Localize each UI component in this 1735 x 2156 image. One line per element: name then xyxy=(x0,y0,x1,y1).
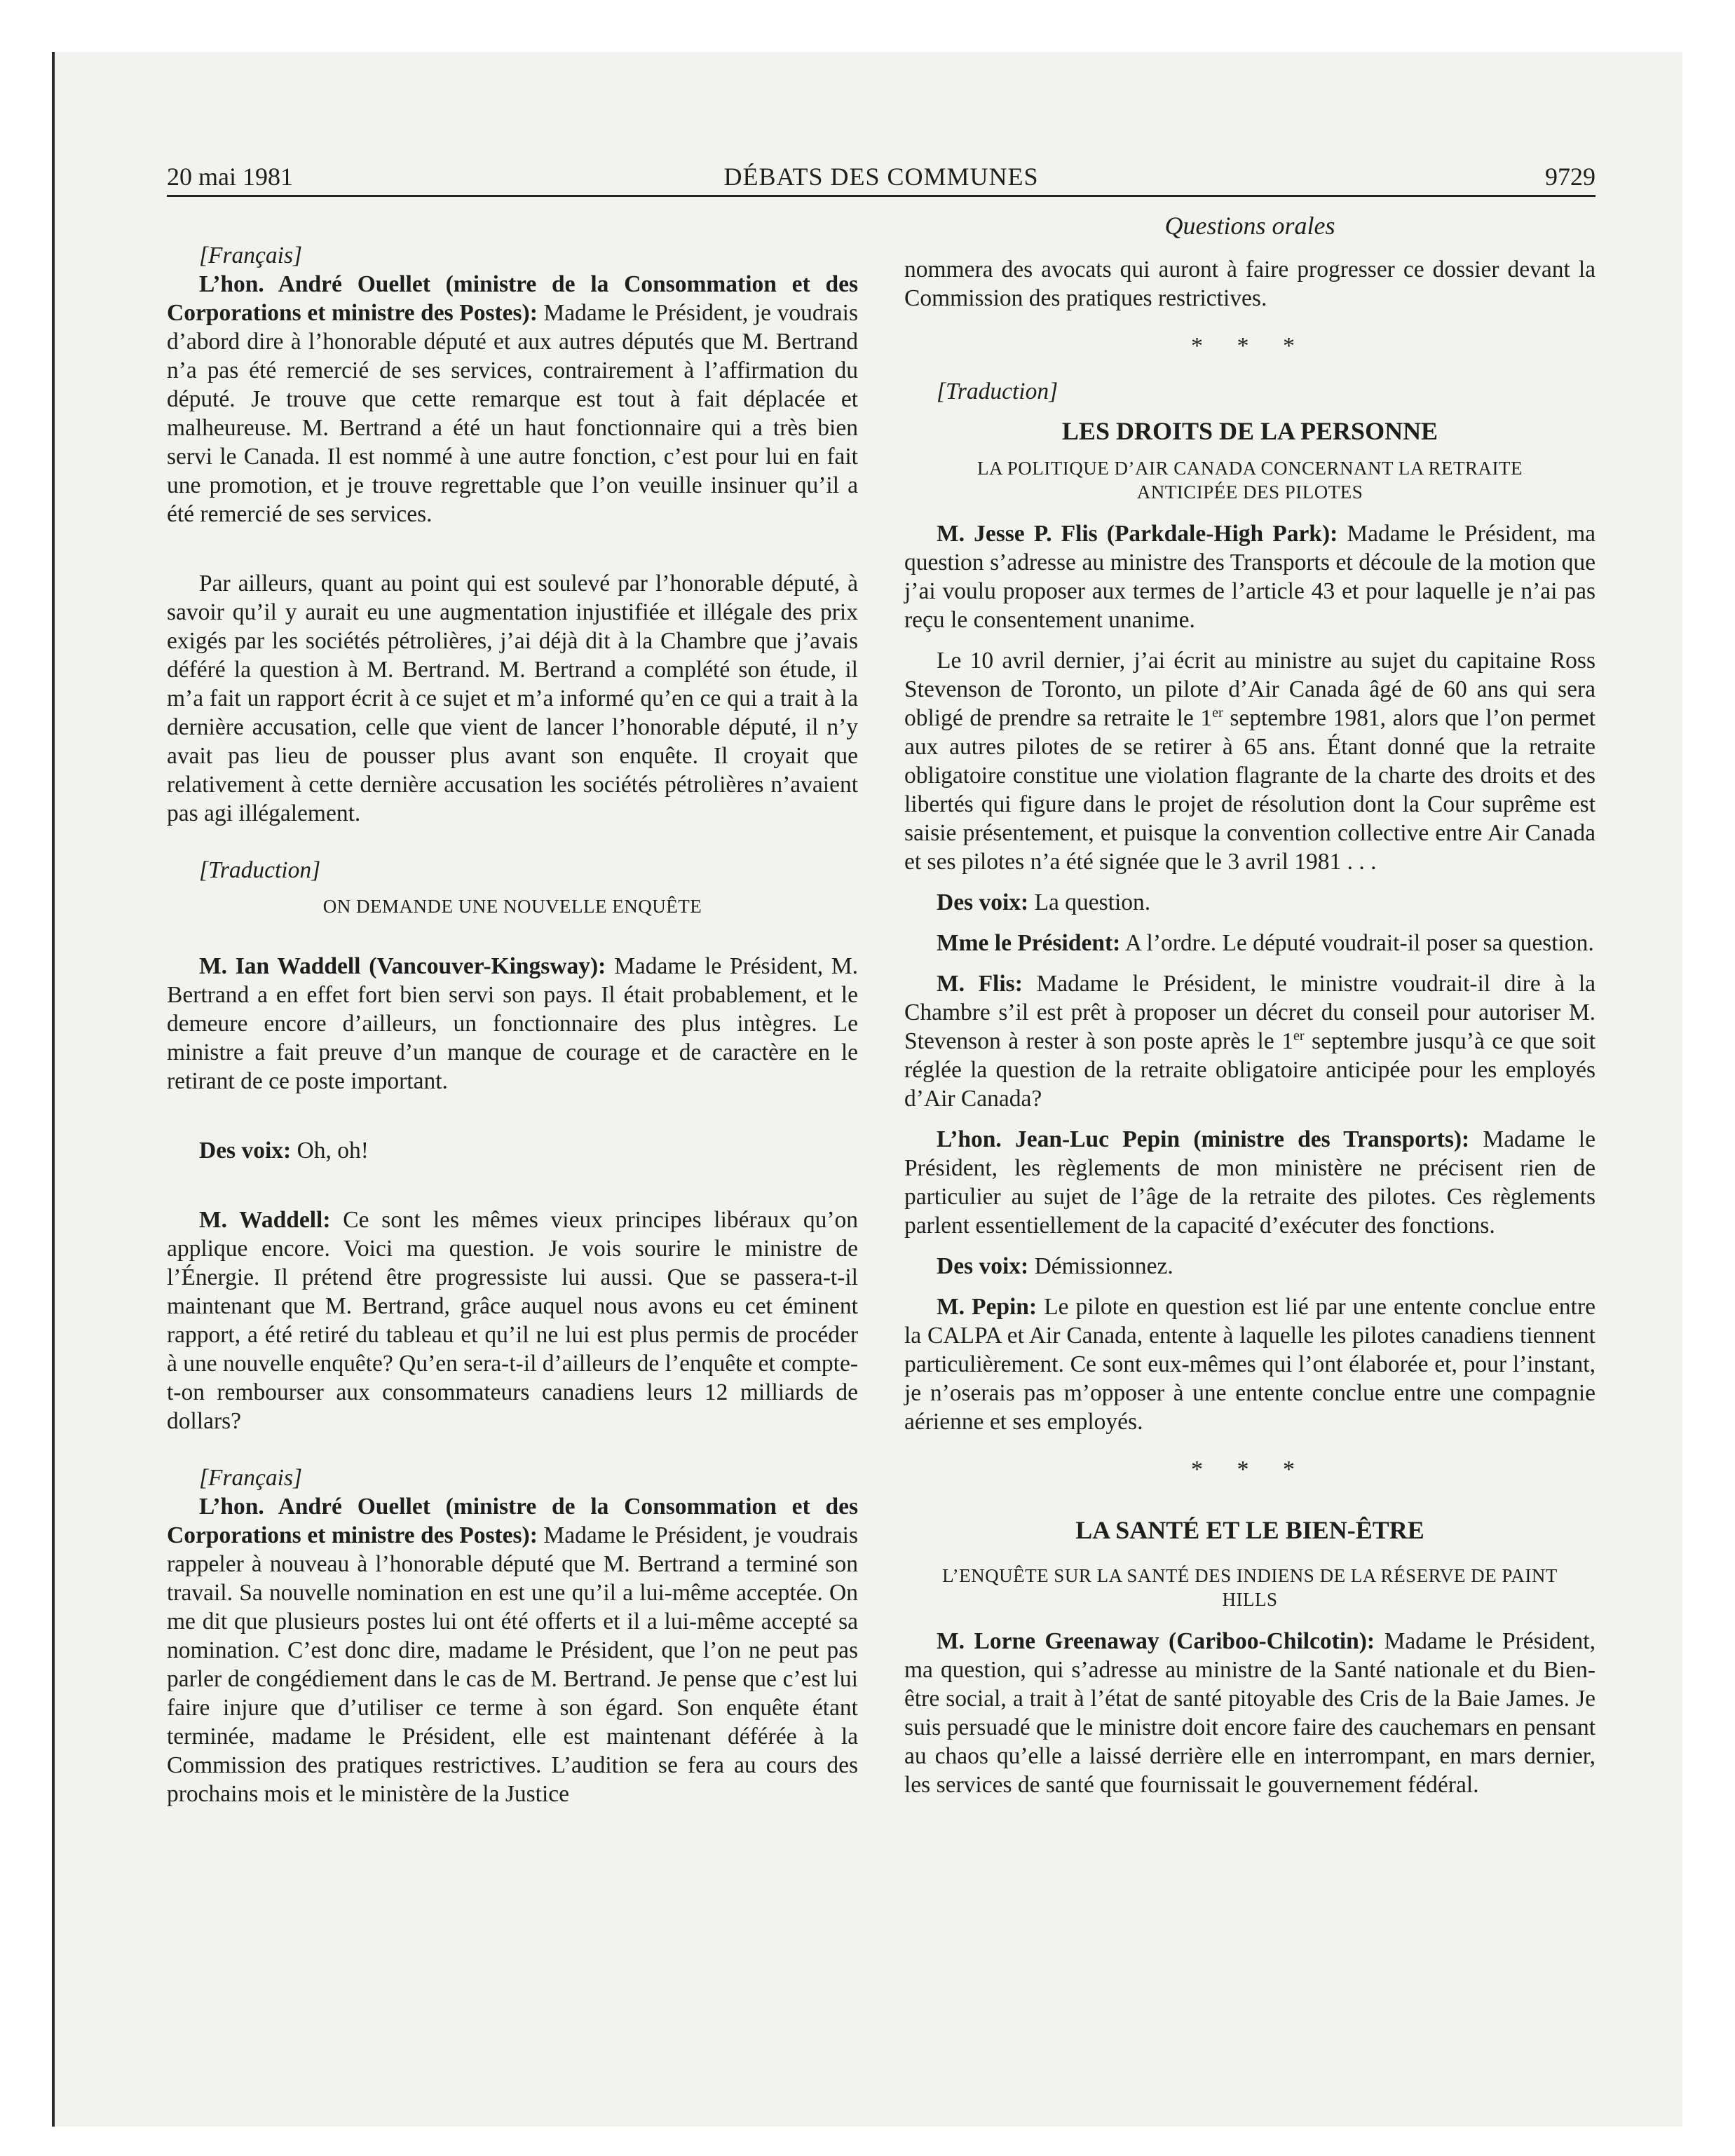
running-head: Questions orales xyxy=(1164,212,1335,240)
speaker-name: M. Ian Waddell (Vancouver-Kingsway): xyxy=(199,953,606,979)
paragraph: Par ailleurs, quant au point qui est soulevé par l’honorable député, à savoir qu’il y aurait eu une augmentation injustifiée et illégale des prix exigés par les sociétés pétrolières, j’ai déjà dit à la Chambre que j’avais déféré la question à M. Bertrand. M. Bertrand a complété son étude, il m’a fait un rapport écrit à ce sujet et m’a informé qu’en ce qui a trait à la dernière accusation, celle que vient de lancer l’honorable député, il n’y avait pas lieu de pousser plus avant son enquête. Il croyait que relativement à cette dernière accusation les sociétés pétrolières n’avaient pas agi illégalement. xyxy=(167,571,858,826)
language-tag: [Traduction] xyxy=(199,857,321,883)
paragraph xyxy=(904,1292,1595,1436)
speaker-name: Mme le Président: xyxy=(937,930,1121,956)
speech-text: La question. xyxy=(1028,889,1151,915)
paragraph xyxy=(904,646,1595,876)
speech-text: Madame le Président, ma question s’adresse au ministre des Transports et découle de la motion que j’ai voulu proposer aux termes de l’article 43 et pour laquelle je n’ai pas reçu le consentement unanime. xyxy=(904,521,1595,633)
speaker-name: M. Waddell: xyxy=(199,1207,331,1233)
speaker-name: M. Flis: xyxy=(937,971,1023,997)
speech-text: A l’ordre. Le député voudrait-il poser sa question. xyxy=(1120,930,1594,956)
paragraph xyxy=(167,1492,858,1808)
superscript: er xyxy=(1212,704,1223,721)
speaker-name: L’hon. André Ouellet (ministre de la Consommation et des Corporations et ministre des Postes): xyxy=(167,271,858,326)
subheading: L’ENQUÊTE SUR LA SANTÉ DES INDIENS DE LA RÉSERVE DE PAINT HILLS xyxy=(942,1565,1558,1610)
speech-text: Madame le Président, M. Bertrand a en effet fort bien servi son pays. Il était probablement, et le demeure encore d’ailleurs, un fonctionnaire des plus intègres. Le ministre a fait preuve d’un manque de courage et de caractère en le retirant de ce poste important. xyxy=(167,953,858,1094)
section-separator: * * * xyxy=(1191,333,1309,359)
language-tag: [Français] xyxy=(199,243,303,268)
section-separator: * * * xyxy=(1191,1456,1309,1482)
paragraph xyxy=(904,1627,1595,1799)
language-tag: [Traduction] xyxy=(937,378,1059,404)
section-heading: LA SANTÉ ET LE BIEN-ÊTRE xyxy=(1075,1516,1424,1544)
paragraph-continuation: nommera des avocats qui auront à faire progresser ce dossier devant la Commission des pratiques restrictives. xyxy=(904,257,1595,311)
speaker-name: L’hon. Jean-Luc Pepin (ministre des Transports): xyxy=(937,1126,1470,1152)
speech-text: Madame le Président, les règlements de mon ministère ne précisent rien de particulier au sujet de l’âge de la retraite des pilotes. Ces règlements parlent essentiellement de la capacité d’exécuter des fonctions. xyxy=(904,1126,1595,1239)
header-date: 20 mai 1981 xyxy=(167,163,293,191)
page-header xyxy=(167,158,1595,198)
scan-edge xyxy=(52,52,55,2127)
paragraph xyxy=(904,969,1595,1113)
paragraph xyxy=(167,1206,858,1435)
header-rule xyxy=(167,195,1595,197)
paragraph xyxy=(904,929,1595,957)
speaker-name: M. Pepin: xyxy=(937,1294,1037,1320)
paragraph xyxy=(904,1252,1595,1281)
section-heading: LES DROITS DE LA PERSONNE xyxy=(1061,417,1438,445)
page-number: 9729 xyxy=(1545,163,1595,191)
speaker-name: L’hon. André Ouellet (ministre de la Consommation et des Corporations et ministre des Postes): xyxy=(167,1494,858,1548)
paragraph xyxy=(167,1136,858,1165)
speech-text: septembre jusqu’à ce que soit réglée la question de la retraite obligatoire anticipée pour les employés d’Air Canada? xyxy=(904,1028,1595,1112)
speech-text: Démissionnez. xyxy=(1028,1253,1173,1279)
speech-text: Ce sont les mêmes vieux principes libéraux qu’on applique encore. Voici ma question. Je vois sourire le ministre de l’Énergie. Il prétend être progressiste lui aussi. Que se passera-t-il maintenant que M. Bertrand, grâce auquel nous avons eu cet éminent rapport, a été retiré du tableau et qu’il ne lui est plus permis de procéder à une nouvelle enquête? Qu’en sera-t-il d’ailleurs de l’enquête et compte-t-on rembourser aux consommateurs canadiens leurs 12 milliards de dollars? xyxy=(167,1207,859,1434)
right-column xyxy=(904,255,1595,1799)
speaker-name: Des voix: xyxy=(937,889,1029,915)
speaker-name: M. Lorne Greenaway (Cariboo-Chilcotin): xyxy=(937,1628,1375,1654)
paragraph xyxy=(904,888,1595,917)
speaker-name: Des voix: xyxy=(937,1253,1029,1279)
speech-text: Le 10 avril dernier, j’ai écrit au ministre au sujet du capitaine Ross Stevenson de Toronto, un pilote d’Air Canada âgé de 60 ans qui sera obligé de prendre sa retraite le 1 xyxy=(904,648,1595,731)
speech-text: Madame le Président, ma question, qui s’adresse au ministre de la Santé nationale et du Bien-être social, a trait à l’état de santé pitoyable des Cris de la Baie James. Je suis persuadé que le ministre doit encore faire des cauchemars en pensant au chaos qu’elle a laissé derrière elle en interrompant, en mars dernier, les services de santé que fournissait le gouvernement fédéral. xyxy=(904,1628,1595,1798)
superscript: er xyxy=(1293,1028,1305,1044)
header-title: DÉBATS DES COMMUNES xyxy=(723,163,1039,191)
speech-text: Oh, oh! xyxy=(291,1138,369,1164)
speech-text: Madame le Président, le ministre voudrait-il dire à la Chambre s’il est prêt à proposer un décret du conseil pour autoriser M. Stevenson à rester à son poste après le 1 xyxy=(904,971,1596,1054)
speech-text: Madame le Président, je voudrais rappeler à nouveau à l’honorable député que M. Bertrand a terminé son travail. Sa nouvelle nomination en est une qu’il a lui-même acceptée. On me dit que plusieurs postes lui ont été offerts et il a lui-même accepté sa nomination. C’est donc dire, madame le Président, que l’on ne peut pas parler de congédiement dans le cas de M. Bertrand. Je pense que c’est lui faire injure que d’utiliser ce terme à son égard. Son enquête étant terminée, madame le Président, elle est maintenant déférée à la Commission des pratiques restrictives. L’audition se fera au cours des prochains mois et le ministère de la Justice xyxy=(167,1522,858,1807)
left-column xyxy=(167,241,858,1808)
paragraph xyxy=(904,519,1595,634)
speech-text: septembre 1981, alors que l’on permet aux autres pilotes de se retirer à 65 ans. Étant donné que la retraite obligatoire constitue une violation flagrante de la charte des droits et des libertés qui figure dans le projet de résolution dont la Cour suprême est saisie présentement, et puisque la convention collective entre Air Canada et ses pilotes n’a été signée que le 3 avril 1981 . . . xyxy=(904,705,1595,875)
speaker-name: Des voix: xyxy=(199,1138,292,1164)
speech-text: Le pilote en question est lié par une entente conclue entre la CALPA et Air Canada, entente à laquelle les pilotes canadiens tiennent particulièrement. Ce sont eux-mêmes qui l’ont élaborée et, pour l’instant, je n’oserais pas m’opposer à une entente conclue entre une compagnie aérienne et ses employés. xyxy=(904,1294,1595,1435)
speech-text: Madame le Président, je voudrais d’abord dire à l’honorable député et aux autres députés que M. Bertrand n’a pas été remercié de ses services, contrairement à l’affirmation du député. Je trouve que cette remarque est tout à fait déplacée et malheureuse. M. Bertrand a été un haut fonctionnaire qui a très bien servi le Canada. Il est nommé à une autre fonction, c’est pour lui en fait une promotion, et je trouve regrettable que l’on veuille insinuer qu’il a été remercié de ses services. xyxy=(167,300,858,527)
subheading: LA POLITIQUE D’AIR CANADA CONCERNANT LA RETRAITE ANTICIPÉE DES PILOTES xyxy=(977,458,1523,503)
subheading: ON DEMANDE UNE NOUVELLE ENQUÊTE xyxy=(322,896,702,917)
paragraph xyxy=(167,952,858,1096)
paragraph xyxy=(904,1125,1595,1240)
paragraph xyxy=(167,270,858,528)
speaker-name: M. Jesse P. Flis (Parkdale-High Park): xyxy=(937,521,1338,547)
language-tag: [Français] xyxy=(199,1465,303,1491)
